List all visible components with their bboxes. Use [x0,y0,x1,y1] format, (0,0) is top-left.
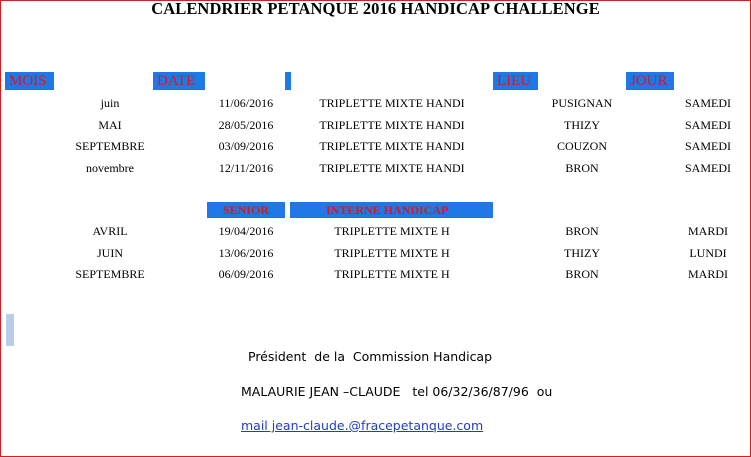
event-cell: TRIPLETTE MIXTE HANDI [319,117,465,132]
month-cell: SEPTEMBRE [75,139,145,153]
day-cell: SAMEDI [684,160,731,175]
header-date: DATE [153,72,205,90]
footer-president: Président de la Commission Handicap [248,349,493,364]
place-cell: PUSIGNAN [551,96,613,110]
header-blank [285,72,291,90]
date-cell: 28/05/2016 [218,117,274,132]
day-cell: SAMEDI [684,139,731,153]
month-cell: JUIN [97,245,123,260]
selection-marker [6,314,14,346]
day-cell: SAMEDI [684,117,731,132]
month-cell: AVRIL [92,224,128,238]
date-cell: 06/09/2016 [218,267,274,281]
border-mark [0,56,1,60]
header-lieu: LIEU [493,72,538,90]
footer-contact: MALAURIE JEAN –CLAUDE tel 06/32/36/87/96 ou [241,384,553,399]
month-cell: novembre [86,160,134,175]
event-cell: TRIPLETTE MIXTE HANDI [319,160,465,175]
place-cell: BRON [565,267,599,281]
date-cell: 03/09/2016 [218,139,274,153]
header-mois: MOIS [5,72,54,90]
date-cell: 19/04/2016 [218,224,274,238]
place-cell: BRON [565,224,599,238]
month-cell: juin [100,96,120,110]
place-cell: THIZY [564,245,600,260]
date-cell: 12/11/2016 [218,160,274,175]
event-cell: TRIPLETTE MIXTE H [334,267,450,281]
footer-mail-row [0,418,751,433]
date-cell: 11/06/2016 [218,96,274,110]
event-cell: TRIPLETTE MIXTE H [334,245,450,260]
place-cell: COUZON [557,139,607,153]
page-title: CALENDRIER PETANQUE 2016 HANDICAP CHALLENGE [151,0,600,18]
month-cell: SEPTEMBRE [75,267,145,281]
event-cell: TRIPLETTE MIXTE HANDI [319,96,465,110]
place-cell: THIZY [564,117,600,132]
date-cell: 13/06/2016 [218,245,274,260]
header-jour: JOUR [626,72,674,90]
month-cell: MAI [98,117,122,132]
day-cell: SAMEDI [684,96,731,110]
day-cell: MARDI [687,224,728,238]
day-cell: MARDI [687,267,728,281]
event-cell: TRIPLETTE MIXTE H [334,224,450,238]
day-cell: LUNDI [689,245,727,260]
mail-link[interactable]: mail jean-claude.@fracepetanque.com [241,418,484,433]
event-cell: TRIPLETTE MIXTE HANDI [319,139,465,153]
header-interne-handicap: INTERNE HANDICAP [290,202,493,218]
place-cell: BRON [565,160,599,175]
header-senior: SENIOR [207,202,285,218]
